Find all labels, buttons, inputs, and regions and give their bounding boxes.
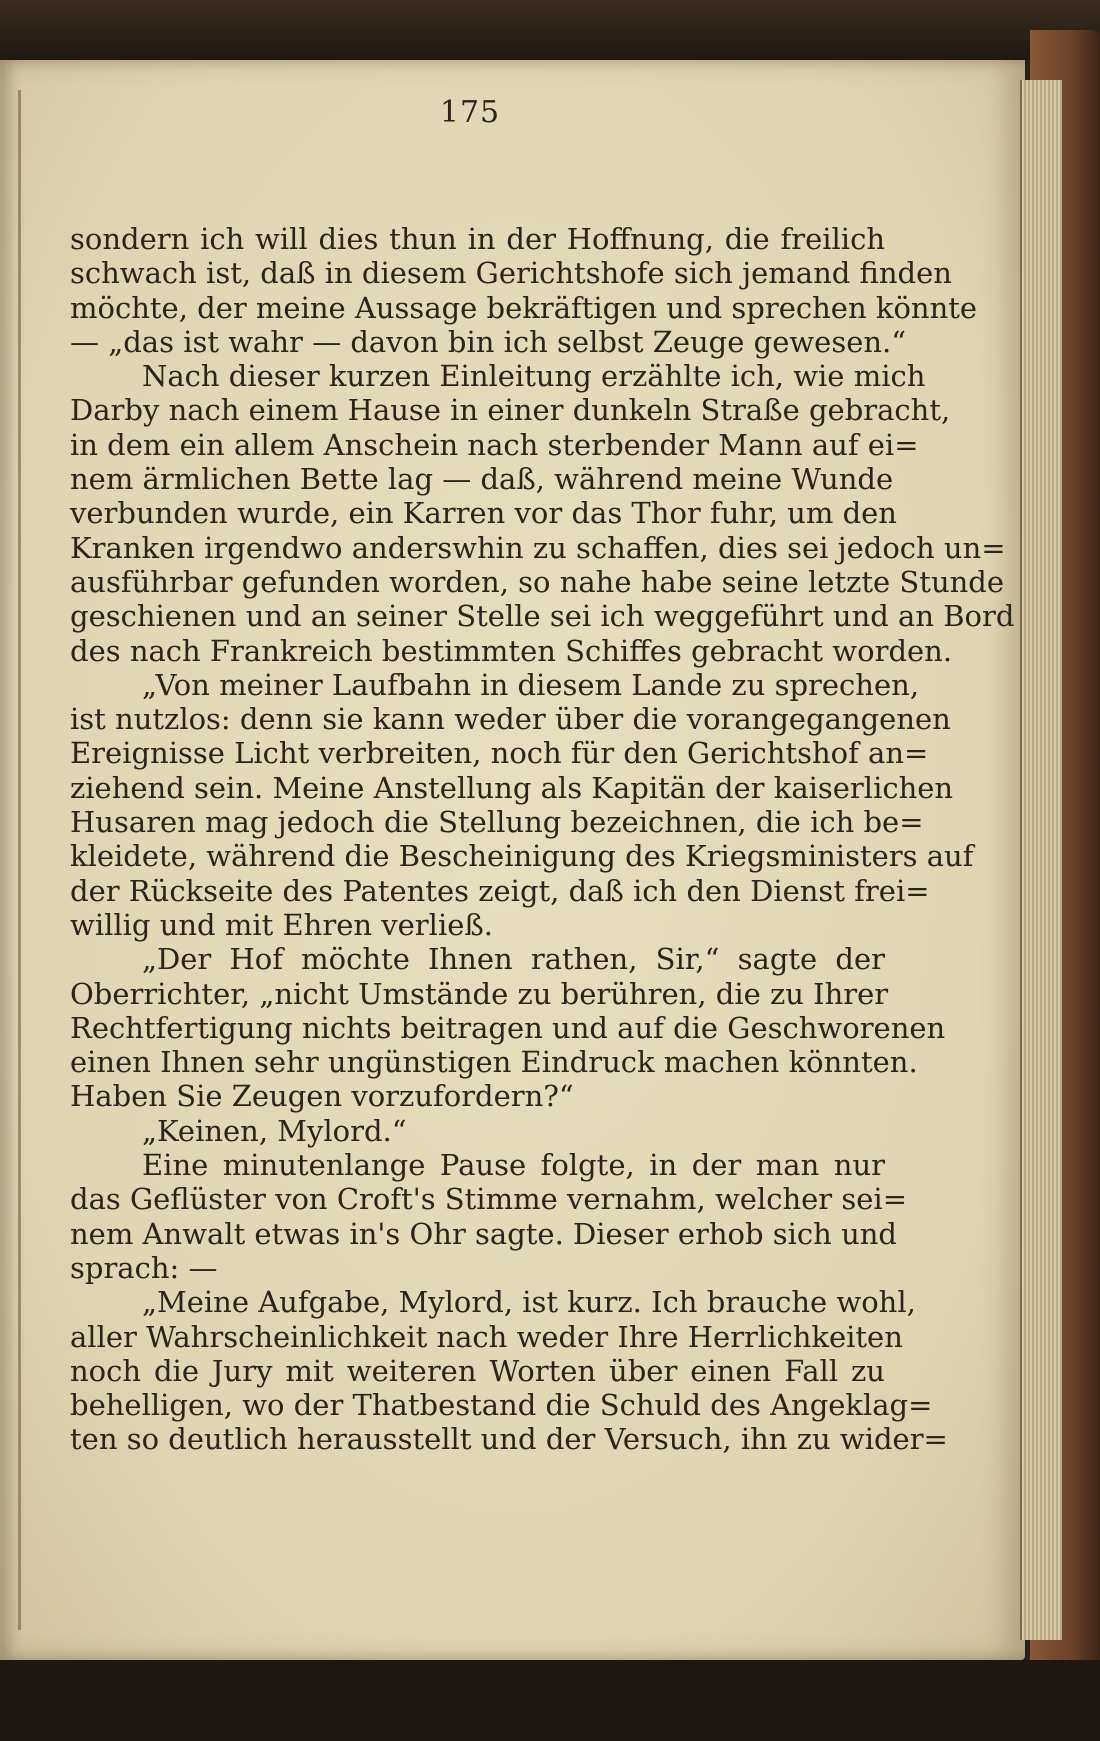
- text-line: behelligen, wo der Thatbestand die Schuld des Angeklag=: [70, 1388, 933, 1423]
- page-text: [70, 222, 1015, 1457]
- page-edges: [1020, 80, 1062, 1640]
- text-line: — „das ist wahr — davon bin ich selbst Zeuge gewesen.“: [70, 324, 907, 359]
- text-line: der Rückseite des Patentes zeigt, daß ich den Dienst frei=: [70, 873, 930, 908]
- text-line: ten so deutlich herausstellt und der Versuch, ihn zu wider=: [70, 1422, 948, 1457]
- text-line: des nach Frankreich bestimmten Schiffes gebracht worden.: [70, 633, 953, 668]
- text-line: das Geflüster von Croft's Stimme vernahm, welcher sei=: [70, 1182, 907, 1217]
- text-line: „Der Hof möchte Ihnen rathen, Sir,“ sagte der: [142, 942, 885, 977]
- text-line: in dem ein allem Anschein nach sterbender Mann auf ei=: [70, 427, 919, 462]
- text-line: nem ärmlichen Bette lag — daß, während meine Wunde: [70, 462, 894, 497]
- book-cover-bottom: [0, 1660, 1100, 1741]
- text-line: Ereignisse Licht verbreiten, noch für den Gerichtshof an=: [70, 736, 929, 771]
- text-line: sondern ich will dies thun in der Hoffnung, die freilich: [70, 222, 885, 256]
- book-cover-top: [0, 0, 1100, 60]
- text-line: „Keinen, Mylord.“: [142, 1113, 407, 1148]
- text-line: ausführbar gefunden worden, so nahe habe seine letzte Stunde: [70, 564, 1005, 599]
- text-line: sprach: —: [70, 1250, 218, 1285]
- text-line: Nach dieser kurzen Einleitung erzählte ich, wie mich: [142, 359, 926, 394]
- text-line: kleidete, während die Bescheinigung des Kriegsministers auf: [70, 839, 974, 874]
- text-line: Darby nach einem Hause in einer dunkeln Straße gebracht,: [70, 393, 951, 428]
- text-line: noch die Jury mit weiteren Worten über einen Fall zu: [70, 1353, 885, 1388]
- text-line: Husaren mag jedoch die Stellung bezeichnen, die ich be=: [70, 805, 924, 840]
- page-number: 175: [439, 95, 501, 130]
- text-line: Rechtfertigung nichts beitragen und auf die Geschworenen: [70, 1010, 946, 1045]
- text-line: aller Wahrscheinlichkeit nach weder Ihre Herrlichkeiten: [70, 1319, 903, 1354]
- text-line: ist nutzlos: denn sie kann weder über die vorangegangenen: [70, 702, 951, 737]
- text-line: nem Anwalt etwas in's Ohr sagte. Dieser erhob sich und: [70, 1216, 897, 1251]
- text-line: möchte, der meine Aussage bekräftigen und sprechen könnte: [70, 290, 978, 325]
- text-line: schwach ist, daß in diesem Gerichtshofe sich jemand finden: [70, 256, 952, 291]
- text-line: „Meine Aufgabe, Mylord, ist kurz. Ich brauche wohl,: [142, 1285, 916, 1320]
- text-line: einen Ihnen sehr ungünstigen Eindruck machen könnten.: [70, 1045, 918, 1080]
- text-line: Oberrichter, „nicht Umstände zu berühren, die zu Ihrer: [70, 976, 889, 1011]
- text-line: Kranken irgendwo anderswhin zu schaffen, dies sei jedoch un=: [70, 530, 1006, 565]
- text-line: Haben Sie Zeugen vorzufordern?“: [70, 1079, 574, 1114]
- text-line: willig und mit Ehren verließ.: [70, 907, 493, 942]
- page-binding-shadow: [18, 90, 21, 1630]
- text-line: verbunden wurde, ein Karren vor das Thor fuhr, um den: [70, 496, 897, 531]
- text-line: Eine minutenlange Pause folgte, in der man nur: [142, 1148, 885, 1183]
- text-line: geschienen und an seiner Stelle sei ich weggeführt und an Bord: [70, 599, 1015, 634]
- text-line: „Von meiner Laufbahn in diesem Lande zu sprechen,: [142, 667, 920, 702]
- text-line: ziehend sein. Meine Anstellung als Kapitän der kaiserlichen: [70, 770, 954, 805]
